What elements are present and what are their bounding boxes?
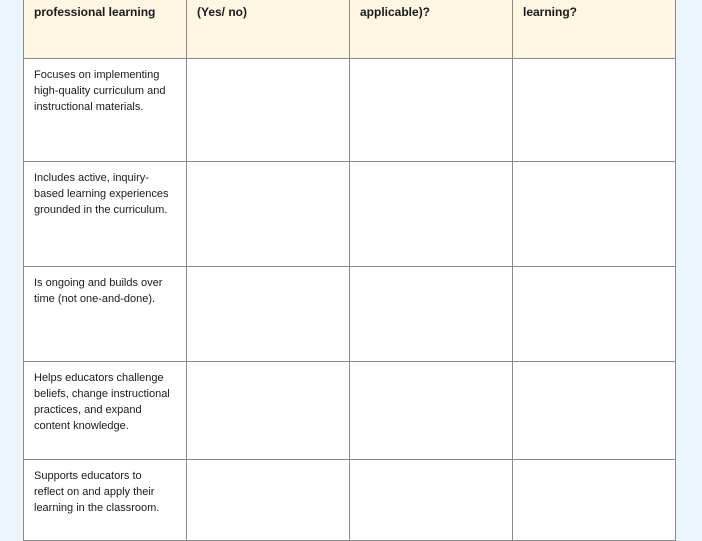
table-row	[24, 59, 676, 162]
table-row	[24, 362, 676, 460]
criteria-cell	[24, 59, 187, 162]
criteria-text: Includes active, inquiry- based learning experiences grounded in the curriculum.	[34, 172, 169, 216]
criteria-text: Helps educators challenge beliefs, change instructional practices, and expand content knowledge.	[34, 372, 170, 432]
header-cell-applicable	[350, 0, 513, 59]
criteria-text: Focuses on implementing high-quality curriculum and instructional materials.	[34, 69, 166, 113]
table-header-row	[24, 0, 676, 59]
response-cell[interactable]	[187, 267, 350, 362]
table-row	[24, 267, 676, 362]
professional-learning-checklist-table	[23, 0, 676, 541]
response-cell[interactable]	[187, 59, 350, 162]
response-cell[interactable]	[513, 362, 676, 460]
header-label: professional learning	[34, 5, 156, 19]
header-cell-criteria	[24, 0, 187, 59]
response-cell[interactable]	[350, 162, 513, 267]
response-cell[interactable]	[513, 59, 676, 162]
response-cell[interactable]	[513, 267, 676, 362]
criteria-cell	[24, 162, 187, 267]
criteria-text: Supports educators to reflect on and apply their learning in the classroom.	[34, 470, 160, 514]
response-cell[interactable]	[187, 362, 350, 460]
criteria-cell	[24, 460, 187, 541]
response-cell[interactable]	[350, 59, 513, 162]
table-row	[24, 460, 676, 541]
response-cell[interactable]	[513, 162, 676, 267]
criteria-text: Is ongoing and builds over time (not one-and-done).	[34, 277, 163, 305]
response-cell[interactable]	[187, 162, 350, 267]
header-cell-learning	[513, 0, 676, 59]
table-row	[24, 162, 676, 267]
response-cell[interactable]	[513, 460, 676, 541]
header-label: learning?	[523, 5, 578, 19]
criteria-cell	[24, 267, 187, 362]
criteria-cell	[24, 362, 187, 460]
header-label: (Yes/ no)	[197, 5, 248, 19]
response-cell[interactable]	[350, 362, 513, 460]
header-cell-yes-no	[187, 0, 350, 59]
response-cell[interactable]	[350, 460, 513, 541]
response-cell[interactable]	[187, 460, 350, 541]
header-label: applicable)?	[360, 5, 431, 19]
response-cell[interactable]	[350, 267, 513, 362]
